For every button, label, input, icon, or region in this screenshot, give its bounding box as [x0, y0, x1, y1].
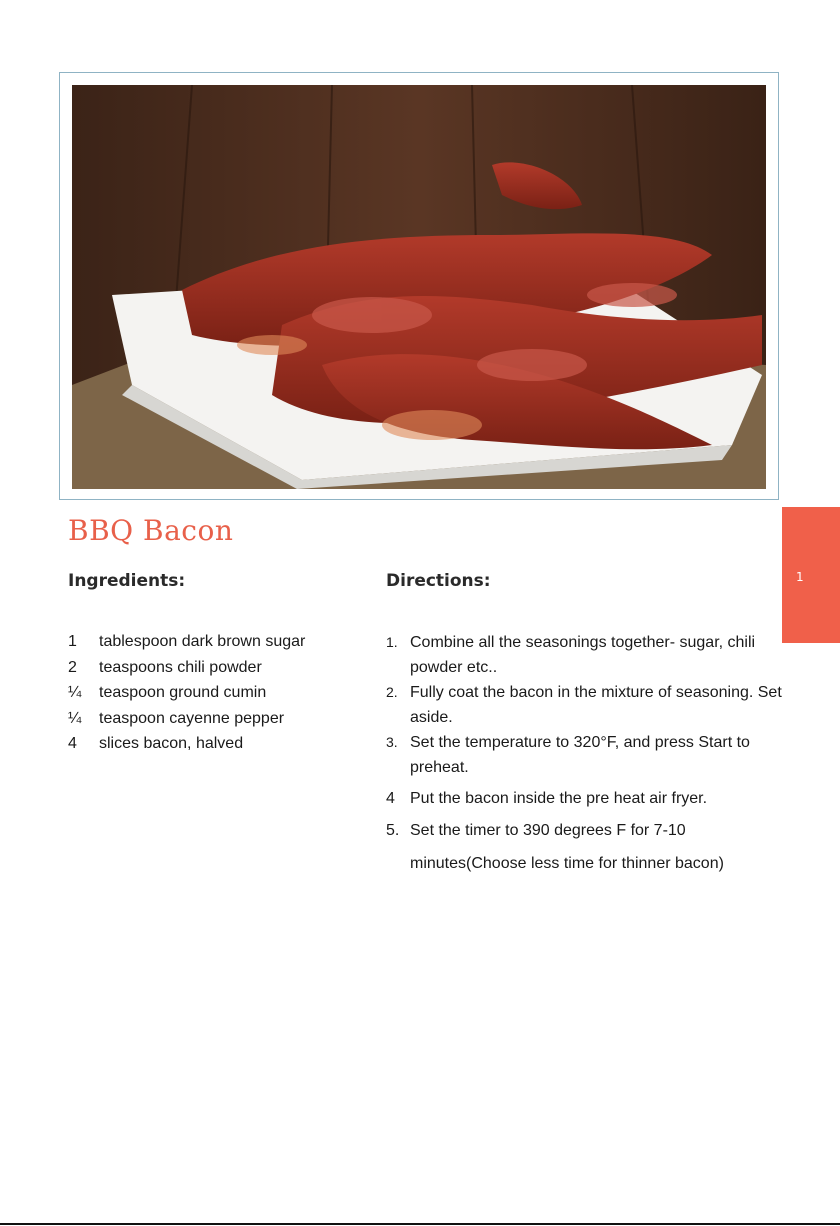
step-text: Set the timer to 390 degrees F for 7-10 minutes(Choose less time for thinner bacon)	[410, 822, 724, 872]
ingredient-item	[68, 683, 305, 709]
directions-heading: Directions:	[386, 571, 491, 591]
step-text: Fully coat the bacon in the mixture of seasoning. Set aside.	[410, 684, 782, 726]
ingredient-quantity: ¼	[68, 709, 82, 727]
bottom-rule	[0, 1223, 840, 1225]
bacon-photo-icon	[72, 85, 766, 489]
ingredient-text: slices bacon, halved	[99, 735, 244, 752]
direction-step	[386, 786, 786, 811]
ingredient-text: teaspoons chili powder	[99, 658, 262, 676]
ingredients-list	[68, 632, 305, 760]
step-number: 1.	[386, 634, 398, 650]
step-number: 4	[386, 790, 395, 807]
step-number: 3.	[386, 734, 398, 750]
step-number: 5.	[386, 822, 400, 839]
ingredients-heading: Ingredients:	[68, 571, 186, 591]
ingredient-item	[68, 632, 305, 658]
direction-step	[386, 730, 786, 780]
direction-step	[386, 818, 786, 880]
step-text: Put the bacon inside the pre heat air fryer.	[410, 790, 708, 807]
ingredient-quantity: 4	[68, 735, 77, 752]
directions-list	[386, 630, 786, 880]
ingredient-quantity: 2	[68, 658, 77, 676]
recipe-title: BBQ Bacon	[68, 514, 234, 547]
direction-step	[386, 630, 786, 680]
photo-frame	[59, 72, 779, 500]
page-number: 1	[796, 570, 804, 584]
ingredient-item	[68, 658, 305, 684]
ingredient-text: teaspoon ground cumin	[99, 684, 267, 701]
ingredient-text: tablespoon dark brown sugar	[99, 633, 306, 650]
ingredient-item	[68, 709, 305, 735]
ingredient-text: teaspoon cayenne pepper	[99, 709, 285, 727]
step-text: Combine all the seasonings together- sugar, chili powder etc..	[410, 634, 756, 676]
direction-step	[386, 680, 786, 730]
ingredient-quantity: ¼	[68, 684, 82, 701]
page-tab	[782, 507, 840, 643]
step-number: 2.	[386, 684, 398, 700]
step-text: Set the temperature to 320°F, and press Start to preheat.	[410, 734, 750, 776]
ingredient-quantity: 1	[68, 633, 77, 650]
ingredient-item	[68, 734, 305, 760]
